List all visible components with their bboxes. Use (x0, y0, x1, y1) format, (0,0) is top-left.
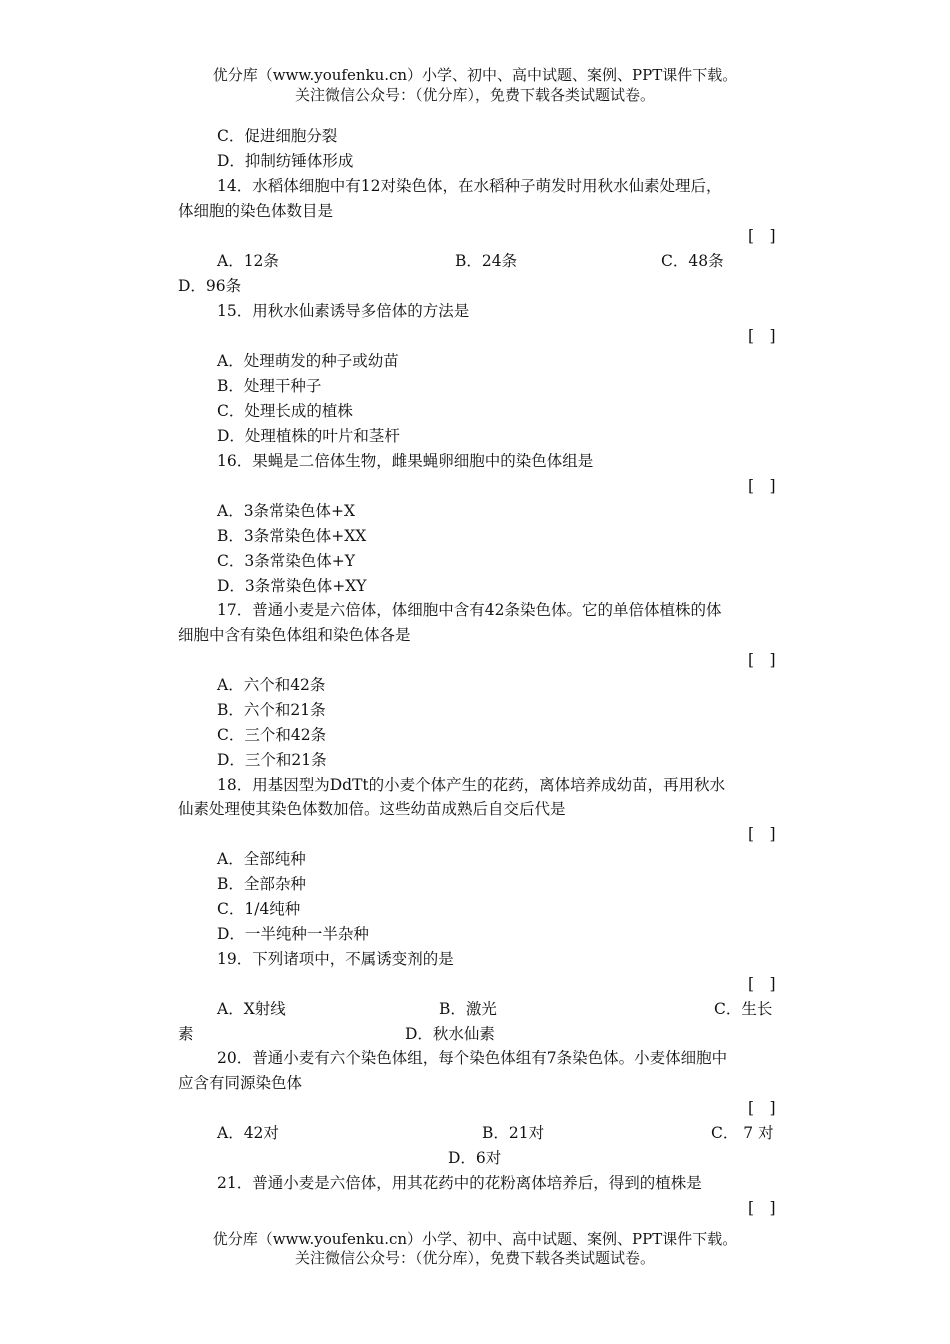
option-a: A．全部纯种 (217, 850, 306, 868)
question-stem-continued: 体细胞的染色体数目是 (178, 202, 334, 220)
option-a: A．X射线 (217, 1000, 286, 1018)
option-c: C．处理长成的植株 (217, 402, 353, 420)
answer-bracket: [ ] (748, 1199, 776, 1217)
option-a: A．六个和42条 (217, 676, 326, 694)
answer-bracket: [ ] (748, 1099, 776, 1117)
question-stem: 15．用秋水仙素诱导多倍体的方法是 (217, 302, 470, 320)
option-d: D．秋水仙素 (405, 1025, 495, 1043)
question-stem: 20．普通小麦有六个染色体组，每个染色体组有7条染色体。小麦体细胞中 (217, 1049, 728, 1067)
option-b: B．3条常染色体+XX (217, 527, 367, 545)
option-c: C． 7 对 (711, 1124, 774, 1142)
question-stem: 19．下列诸项中，不属诱变剂的是 (217, 950, 454, 968)
option-a: A．处理萌发的种子或幼苗 (217, 352, 399, 370)
option-c: C．生长 (714, 1000, 773, 1018)
answer-bracket: [ ] (748, 651, 776, 669)
option-b: B．处理干种子 (217, 377, 322, 395)
answer-bracket: [ ] (748, 227, 776, 245)
question-stem: 14．水稻体细胞中有12对染色体，在水稻种子萌发时用秋水仙素处理后， (217, 177, 722, 195)
option-d: D．抑制纺锤体形成 (217, 152, 354, 170)
option-c: C．促进细胞分裂 (217, 127, 338, 145)
question-stem: 18．用基因型为DdTt的小麦个体产生的花药，离体培养成幼苗，再用秋水 (217, 776, 726, 794)
option-d: D．6对 (448, 1149, 502, 1167)
header-line-2: 关注微信公众号：（优分库），免费下载各类试题试卷。 (294, 86, 655, 104)
option-c-continued: 素 (178, 1025, 194, 1043)
option-d: D．一半纯种一半杂种 (217, 925, 369, 943)
answer-bracket: [ ] (748, 825, 776, 843)
question-stem: 17．普通小麦是六倍体，体细胞中含有42条染色体。它的单倍体植株的体 (217, 601, 722, 619)
option-b: B．21对 (482, 1124, 545, 1142)
option-a: A．42对 (217, 1124, 279, 1142)
option-c: C．3条常染色体+Y (217, 552, 355, 570)
option-d: D．96条 (178, 277, 242, 295)
question-stem: 16．果蝇是二倍体生物，雌果蝇卵细胞中的染色体组是 (217, 452, 594, 470)
option-b: B．激光 (439, 1000, 497, 1018)
option-b: B．六个和21条 (217, 701, 326, 719)
option-d: D．三个和21条 (217, 751, 327, 769)
option-a: A．3条常染色体+X (217, 502, 356, 520)
answer-bracket: [ ] (748, 477, 776, 495)
option-c: C．48条 (661, 252, 724, 270)
question-stem-continued: 细胞中含有染色体组和染色体各是 (178, 626, 411, 644)
footer-line-1: 优分库（www.youfenku.cn）小学、初中、高中试题、案例、PPT课件下载。 (212, 1230, 738, 1248)
footer-line-2: 关注微信公众号：（优分库），免费下载各类试题试卷。 (294, 1249, 655, 1267)
question-stem: 21．普通小麦是六倍体，用其花药中的花粉离体培养后，得到的植株是 (217, 1174, 702, 1192)
question-stem-continued: 应含有同源染色体 (178, 1074, 303, 1092)
option-d: D．3条常染色体+XY (217, 577, 367, 595)
option-b: B．全部杂种 (217, 875, 306, 893)
option-a: A．12条 (217, 252, 279, 270)
option-b: B．24条 (455, 252, 518, 270)
option-c: C．三个和42条 (217, 726, 327, 744)
answer-bracket: [ ] (748, 975, 776, 993)
option-c: C．1/4纯种 (217, 900, 301, 918)
header-line-1: 优分库（www.youfenku.cn）小学、初中、高中试题、案例、PPT课件下载。 (212, 66, 738, 84)
question-stem-continued: 仙素处理使其染色体数加倍。这些幼苗成熟后自交后代是 (178, 800, 566, 818)
option-d: D．处理植株的叶片和茎杆 (217, 427, 400, 445)
answer-bracket: [ ] (748, 327, 776, 345)
